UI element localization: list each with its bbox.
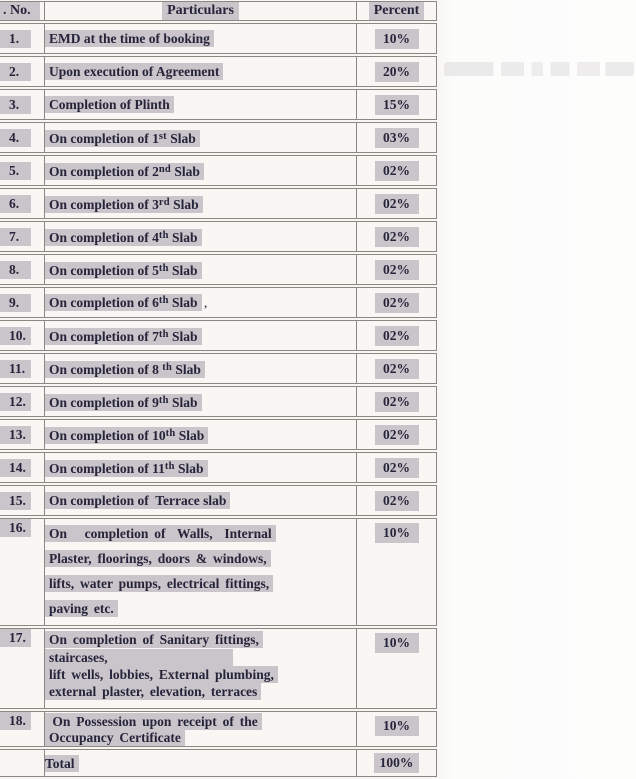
cell-serial-no [0, 122, 45, 153]
cell-percent [357, 23, 437, 54]
ordinal-superscript: th [158, 295, 169, 306]
percent-text: 20% [375, 62, 419, 82]
cell-percent [357, 749, 437, 777]
cell-percent [357, 353, 437, 384]
table-row [0, 254, 437, 285]
particulars-text: Slab [174, 461, 204, 476]
cell-particulars [45, 518, 357, 626]
cell-serial-no [0, 749, 45, 777]
serial-no-text: 11. [0, 360, 31, 378]
serial-no-text: 6. [0, 195, 31, 213]
particulars-text: Slab [170, 164, 200, 179]
particulars-text: Slab [175, 428, 205, 443]
serial-no-text: 17. [0, 629, 31, 647]
serial-no-text: 14. [0, 459, 31, 477]
serial-no-text: 18. [0, 712, 31, 730]
particulars-line [45, 632, 353, 649]
cell-serial-no [0, 155, 45, 186]
cell-serial-no [0, 518, 45, 626]
cell-serial-no [0, 56, 45, 87]
particulars-line [45, 550, 353, 567]
particulars-text: On completion of 8 [49, 362, 163, 377]
header-particulars-label: Particulars [162, 2, 239, 20]
cell-serial-no [0, 221, 45, 252]
particulars-text: Upon execution of Agreement [49, 64, 220, 79]
table-row [0, 419, 437, 450]
cell-percent [357, 320, 437, 351]
table-row [0, 386, 437, 417]
particulars-line [45, 359, 353, 378]
serial-no-text: 8. [0, 261, 31, 279]
text-highlight [45, 229, 202, 246]
cell-percent [357, 56, 437, 87]
percent-text: 02% [375, 458, 419, 478]
text-highlight [45, 96, 174, 113]
particulars-text: EMD at the time of booking [49, 31, 210, 46]
ordinal-superscript: th [158, 263, 169, 274]
table-row [0, 485, 437, 516]
percent-text: 02% [375, 161, 419, 181]
particulars-text: staircases, [49, 649, 108, 665]
cell-serial-no [0, 386, 45, 417]
percent-text: 02% [375, 491, 419, 511]
text-highlight [45, 63, 223, 80]
particulars-text: On completion of Walls, Internal [49, 526, 272, 541]
text-highlight [45, 130, 200, 147]
percent-text: 10% [375, 29, 419, 49]
text-highlight [45, 394, 202, 411]
particulars-line [45, 161, 353, 180]
text-highlight [45, 755, 79, 772]
particulars-line [45, 730, 353, 746]
text-highlight [45, 683, 261, 700]
serial-no-text: 9. [0, 294, 31, 312]
particulars-line [45, 649, 353, 668]
particulars-line [45, 600, 353, 617]
cell-particulars [45, 320, 357, 351]
percent-text: 02% [375, 260, 419, 280]
ordinal-superscript: th [164, 461, 175, 472]
cell-particulars [45, 711, 357, 747]
text-highlight [45, 525, 276, 542]
percent-text: 03% [375, 128, 419, 148]
particulars-text: Plaster, floorings, doors & windows, [49, 551, 267, 566]
particulars-text: Slab [168, 263, 198, 278]
cell-particulars [45, 254, 357, 285]
particulars-text: lifts, water pumps, electrical fittings, [49, 576, 270, 591]
cell-serial-no [0, 628, 45, 709]
particulars-text: paving etc. [49, 601, 114, 616]
percent-text: 10% [375, 633, 419, 653]
cell-percent [357, 221, 437, 252]
ordinal-superscript: nd [158, 164, 171, 175]
particulars-text: Slab [168, 329, 198, 344]
particulars-line [45, 684, 353, 701]
particulars-text: Slab [172, 362, 201, 377]
text-highlight [45, 713, 262, 730]
cell-particulars [45, 56, 357, 87]
text-highlight [45, 460, 208, 477]
particulars-text: Slab [168, 230, 198, 245]
particulars-text: On Possession upon receipt of the [49, 714, 258, 729]
particulars-line [45, 194, 353, 213]
table-row [0, 711, 437, 747]
ordinal-superscript: th [158, 329, 169, 340]
particulars-text: lift wells, lobbies, External plumbing, [49, 667, 274, 682]
particulars-line [45, 575, 353, 592]
serial-no-text: 16. [0, 519, 31, 537]
text-highlight [45, 361, 205, 378]
cell-percent [357, 254, 437, 285]
particulars-line [45, 667, 353, 684]
particulars-text: Occupancy Certificate [49, 730, 181, 745]
text-highlight [45, 600, 118, 617]
table-header-row [0, 1, 437, 21]
particulars-text: On completion of 1 [49, 131, 159, 146]
cell-serial-no [0, 23, 45, 54]
cell-particulars [45, 122, 357, 153]
percent-text: 02% [375, 326, 419, 346]
table-row [0, 155, 437, 186]
particulars-line [45, 292, 353, 313]
percent-text: 10% [375, 716, 419, 736]
percent-text: 15% [375, 95, 419, 115]
ordinal-superscript: rd [158, 197, 170, 208]
cell-percent [357, 452, 437, 483]
percent-text: 02% [375, 227, 419, 247]
particulars-text: external plaster, elevation, terraces [49, 683, 258, 699]
cell-percent [357, 485, 437, 516]
particulars-line [45, 425, 353, 444]
cell-particulars [45, 485, 357, 516]
cell-percent [357, 287, 437, 318]
ordinal-superscript: th [165, 428, 176, 439]
particulars-text: Slab [169, 197, 199, 212]
cell-percent [357, 711, 437, 747]
particulars-text: Slab [168, 395, 198, 410]
particulars-text: Total [45, 755, 75, 771]
cell-percent [357, 89, 437, 120]
cell-particulars [45, 386, 357, 417]
ordinal-superscript: st [158, 131, 167, 142]
cell-particulars [45, 89, 357, 120]
table-row [0, 628, 437, 709]
cell-particulars [45, 419, 357, 450]
cell-serial-no [0, 485, 45, 516]
particulars-text: Slab [168, 295, 198, 310]
cell-percent [357, 122, 437, 153]
cell-particulars [45, 628, 357, 709]
percent-text: 02% [375, 425, 419, 445]
cell-serial-no [0, 353, 45, 384]
particulars-text: On completion of 2 [49, 164, 159, 179]
cell-serial-no [0, 419, 45, 450]
particulars-text: On completion of 10 [49, 428, 166, 443]
table-row [0, 320, 437, 351]
particulars-line [45, 30, 353, 47]
particulars-text: On completion of 11 [49, 461, 165, 476]
text-highlight [45, 666, 278, 683]
particulars-line [45, 326, 353, 345]
cell-serial-no [0, 254, 45, 285]
particulars-line [45, 96, 353, 113]
text-highlight [45, 163, 204, 180]
serial-no-text: 15. [0, 492, 31, 510]
serial-no-text: 1. [0, 30, 31, 48]
cell-serial-no [0, 89, 45, 120]
table-row [0, 287, 437, 318]
header-cell-serial-no [0, 1, 45, 21]
cell-particulars [45, 452, 357, 483]
particulars-text: Completion of Plinth [49, 97, 170, 112]
cell-particulars [45, 221, 357, 252]
particulars-text: On completion of 3 [49, 197, 159, 212]
particulars-text: On completion of Terrace slab [49, 493, 227, 508]
particulars-text: Slab [166, 131, 196, 146]
table-body [0, 23, 437, 777]
text-highlight [45, 649, 233, 668]
serial-no-text: 4. [0, 129, 31, 147]
particulars-line [45, 492, 353, 509]
cell-particulars [45, 749, 357, 777]
percent-text: 100% [374, 753, 420, 773]
cell-serial-no [0, 711, 45, 747]
particulars-line [45, 525, 353, 542]
text-highlight [45, 427, 208, 444]
header-percent-label: Percent [369, 2, 425, 20]
text-highlight [45, 30, 214, 47]
particulars-text: On completion of 5 [49, 263, 159, 278]
text-highlight [45, 196, 203, 213]
table-row [0, 56, 437, 87]
particulars-line [45, 227, 353, 246]
serial-no-text: 10. [0, 327, 31, 345]
ordinal-superscript: th [158, 230, 169, 241]
table-row [0, 89, 437, 120]
percent-text: 02% [375, 392, 419, 412]
serial-no-text: 2. [0, 63, 31, 81]
header-cell-percent [357, 1, 437, 21]
serial-no-text: 5. [0, 162, 31, 180]
particulars-line [45, 755, 353, 772]
particulars-text: On completion of 6 [49, 295, 159, 310]
particulars-line [45, 63, 353, 80]
cell-particulars [45, 23, 357, 54]
text-highlight [45, 294, 202, 311]
particulars-line [45, 458, 353, 477]
cell-particulars [45, 188, 357, 219]
table-row [0, 749, 437, 777]
serial-no-text: 12. [0, 393, 31, 411]
ordinal-superscript: th [158, 395, 169, 406]
cell-percent [357, 188, 437, 219]
scan-artifact [444, 62, 634, 76]
particulars-text: On completion of 4 [49, 230, 159, 245]
particulars-text: On completion of 9 [49, 395, 159, 410]
cell-serial-no [0, 188, 45, 219]
percent-text: 02% [375, 359, 419, 379]
cell-serial-no [0, 287, 45, 318]
percent-text: 10% [375, 523, 419, 543]
particulars-line [45, 714, 353, 730]
percent-text: 02% [375, 293, 419, 313]
cell-particulars [45, 287, 357, 318]
table-row [0, 452, 437, 483]
stray-mark: , [201, 298, 208, 310]
cell-percent [357, 518, 437, 626]
particulars-line [45, 392, 353, 411]
table-row [0, 188, 437, 219]
table-row [0, 122, 437, 153]
cell-percent [357, 628, 437, 709]
serial-no-text: 13. [0, 426, 31, 444]
particulars-text: On completion of 7 [49, 329, 159, 344]
particulars-text: On completion of Sanitary fittings, [49, 632, 259, 647]
cell-percent [357, 155, 437, 186]
text-highlight [45, 492, 230, 509]
text-highlight [45, 575, 273, 592]
percent-text: 02% [375, 194, 419, 214]
text-highlight [45, 550, 271, 567]
text-highlight [45, 262, 202, 279]
text-highlight [45, 328, 202, 345]
cell-serial-no [0, 320, 45, 351]
ordinal-superscript: th [162, 362, 172, 373]
cell-serial-no [0, 452, 45, 483]
cell-particulars [45, 353, 357, 384]
cell-percent [357, 386, 437, 417]
cell-particulars [45, 155, 357, 186]
serial-no-text: 7. [0, 228, 31, 246]
header-serial-no-label: . No. [0, 2, 40, 20]
serial-no-text: 3. [0, 96, 31, 114]
particulars-line [45, 128, 353, 147]
cell-percent [357, 419, 437, 450]
table-row [0, 518, 437, 626]
table-row [0, 23, 437, 54]
particulars-line [45, 260, 353, 279]
header-cell-particulars [45, 1, 357, 21]
table-row [0, 221, 437, 252]
text-highlight [45, 631, 263, 648]
table-row [0, 353, 437, 384]
text-highlight [45, 729, 185, 746]
